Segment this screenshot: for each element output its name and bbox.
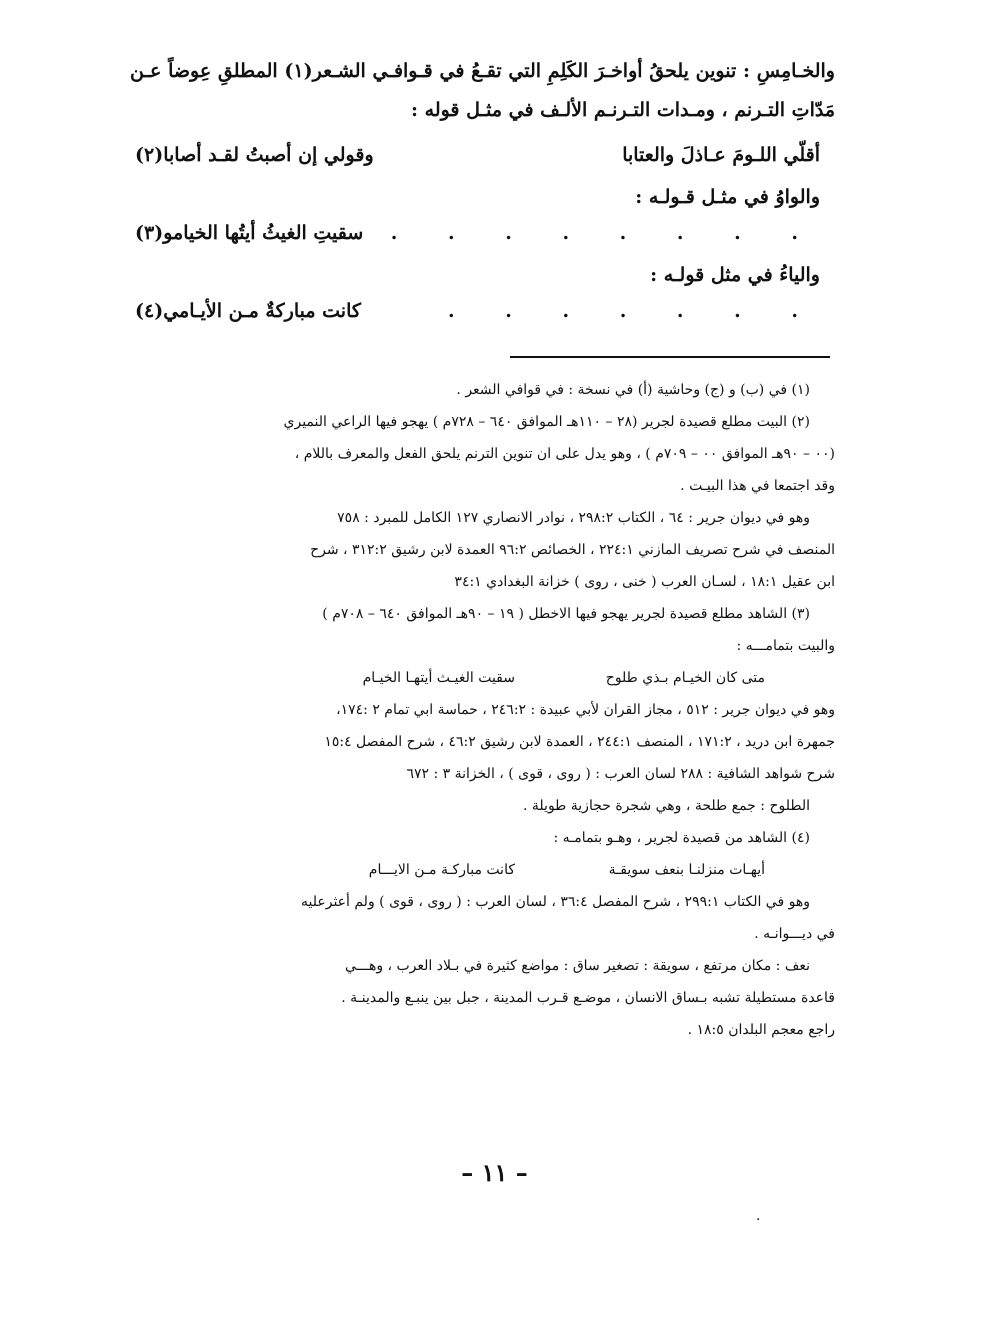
main-paragraph: والخـامِسِ : تنوين يلحقُ أواخـرَ الكَلِمِ التي تقـعُ في قـوافـي الشـعر(١) المطلقِ عِوضاً عـن مَدّاتِ التـرنم ، ومـدات التـرنـم الألـف في مثـل قوله : [130,60,835,121]
verse-2-dots: . . . . . . . . [390,222,820,244]
footnote-divider [510,356,830,358]
verse-2-second-hemistich: سقيتِ الغيثُ أيتُها الخيامو(٣) [135,222,364,244]
footnote-4-note-line: نعف : مكان مرتفع ، سويقة : تصغير ساق : مواضع كثيرة في بـلاد العرب ، وهـــي [344,958,810,974]
verse-1-second-hemistich: وقولي إن أصبتُ لقـد أصابا(٢) [135,144,374,166]
footnote-3-ref-line: شرح شواهد الشافية : ٢٨٨ لسان العرب : ( روى ، قوى ) ، الخزانة ٣ : ٦٧٢ [406,766,835,782]
page-body [130,52,835,1046]
footnote-3-verse-second: سقيت الغيـث أيتهـا الخيـام [362,670,515,686]
footnote-4-verse-first: أيهـات منزلنـا بنعف سويقـة [608,862,765,878]
verse-row-3 [130,300,835,342]
footnotes [130,374,835,1046]
footnote-4-intro: (٤) الشاهد من قصيدة لجرير ، وهـو بتمامـه : [553,830,810,846]
footnote-2-line: (٠٠ – ٩٠هـ الموافق ٠٠ – ٧٠٩م ) ، وهو يدل على ان تنوين الترنم يلحق الفعل والمعرف باللام ، [294,446,835,462]
footnote-2-line: وقد اجتمعا في هذا البيـت . [680,478,835,494]
footnote-3-ref-line: جمهرة ابن دريد ، ١٧١:٢ ، المنصف ٢٤٤:١ ، العمدة لابن رشيق ٤٦:٢ ، شرح المفصل ١٥:٤ [324,734,835,750]
waw-intro: والواوُ في مثـل قـولـه : [635,186,820,208]
footnote-2-ref-line: وهو في ديوان جرير : ٦٤ ، الكتاب ٢٩٨:٢ ، نوادر الانصاري ١٢٧ الكامل للمبرد : ٧٥٨ [337,510,810,526]
verse-row-1 [130,144,835,186]
footnote-2-ref-line: ابن عقيل ١٨:١ ، لسـان العرب ( خنى ، روى ) خزانة البغدادي ٣٤:١ [454,574,835,590]
footnote-4-note-line: راجع معجم البلدان ١٨:٥ . [687,1022,835,1038]
footnote-1: (١) في (ب) و (ج) وحاشية (أ) في نسخة : في قوافي الشعر . [456,382,810,398]
scan-speck: · [756,1212,761,1228]
verse-block [130,144,835,342]
footnote-4-ref-line: في ديـــوانـه . [754,926,835,942]
verse-row-2 [130,222,835,264]
footnote-3-verse-first: متى كان الخيـام بـذي طلوح [605,670,765,686]
verse-3-second-hemistich: كانت مباركةٌ مـن الأيـامي(٤) [135,300,361,322]
intro-row-waw [130,186,835,222]
footnote-2-ref-line: المنصف في شرح تصريف المازني ٢٢٤:١ ، الخصائص ٩٦:٢ العمدة لابن رشيق ٣١٢:٢ ، شرح [310,542,835,558]
footnote-4-verse [130,854,835,886]
verse-1-first-hemistich: أقلّي اللـومَ عـاذلَ والعتابا [622,144,820,166]
footnote-3-verse [130,662,835,694]
footnote-4-verse-second: كانت مباركـة مـن الايـــام [368,862,515,878]
footnote-3-line: (٣) الشاهد مطلع قصيدة لجرير يهجو فيها الاخطل ( ١٩ – ٩٠هـ الموافق ٦٤٠ – ٧٠٨م ) [322,606,810,622]
footnote-3-note: الطلوح : جمع طلحة ، وهي شجرة حجازية طويلة . [523,798,810,814]
verse-3-dots: . . . . . . . [448,300,820,322]
footnote-4-note-line: قاعدة مستطيلة تشبه بـساق الانسان ، موضـع قـرب المدينة ، جبل بين ينبـع والمدينـة . [341,990,835,1006]
intro-row-ya [130,264,835,300]
footnote-2-line: (٢) البيت مطلع قصيدة لجرير (٢٨ – ١١٠هـ الموافق ٦٤٠ – ٧٢٨م ) يهجو فيها الراعي النميري [283,414,810,430]
footnote-4-ref-line: وهو في الكتاب ٢٩٩:١ ، شرح المفصل ٣٦:٤ ، لسان العرب : ( روى ، قوى ) ولم أعثرعليه [301,894,810,910]
footnote-3-ref-line: وهو في ديوان جرير : ٥١٢ ، مجاز القران لأبي عبيدة : ٢٤٦:٢ ، حماسة ابي تمام ٢ :١٧٤، [336,702,835,718]
page-number: – ١١ – [461,1158,528,1187]
footnote-3-line: والبيت بتمامـــه : [736,638,835,654]
ya-intro: والياءُ في مثل قولـه : [650,264,820,286]
